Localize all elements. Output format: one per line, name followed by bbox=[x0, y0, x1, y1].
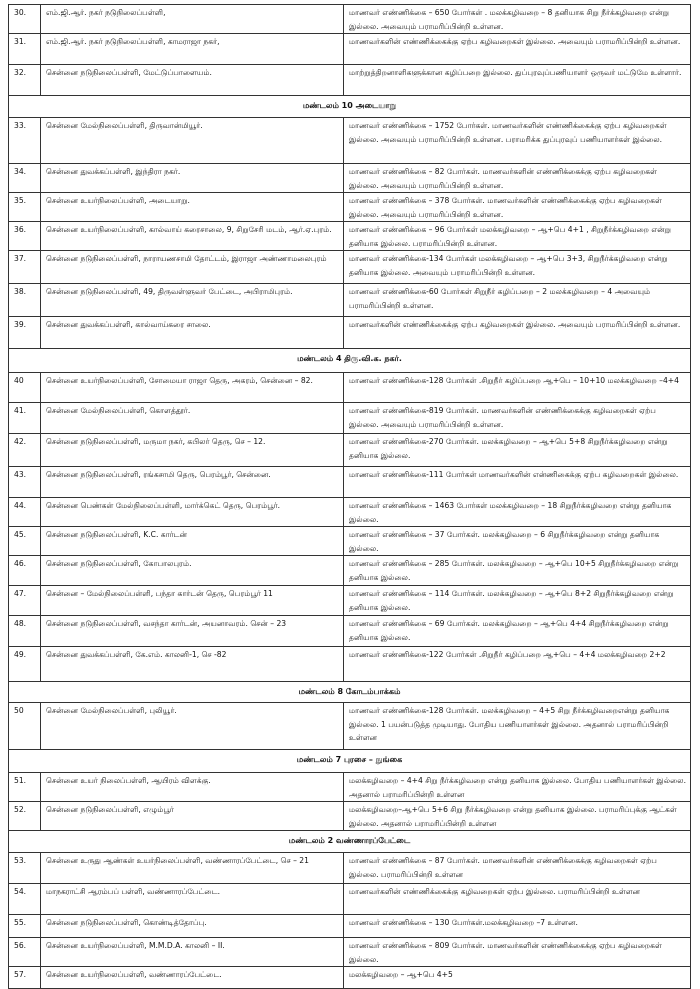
table-row bbox=[9, 616, 691, 647]
serial-number: 37. bbox=[9, 251, 41, 284]
table-row bbox=[9, 251, 691, 284]
table-row bbox=[9, 34, 691, 65]
table-row bbox=[9, 118, 691, 164]
school-name: சென்னை நடுநிலைப்பள்ளி, வசந்தா கார்டன், அயனாவரம். சென் – 23 bbox=[41, 616, 344, 647]
remarks: மாணவர்களின் எண்ணிக்கைக்கு கழிவறைகள் ஏற்ப இல்லை. பராமரிப்பின்றி உள்ளன bbox=[344, 884, 691, 915]
school-name: சென்னை நடுநிலைப்பள்ளி, மேட்டுப்பாளையம். bbox=[41, 65, 344, 96]
table-row bbox=[9, 164, 691, 193]
remarks: மாணவர் எண்ணிக்கை – 650 போர்கள் . மலக்கழிவறை – 8 தனியாக சிறு நீர்க்கழிவறை என்று இல்லை. அவையும் பராமரிப்பின்றி உள்ளன. bbox=[344, 5, 691, 34]
remarks: மாணவர் எண்ணிக்கை – 114 போர்கள். மலக்கழிவறை – ஆ+பெ 8+2 சிறுநீர்க்கழிவறை என்று தனியாக இல்லை. bbox=[344, 586, 691, 616]
serial-number: 32. bbox=[9, 65, 41, 96]
table-row bbox=[9, 773, 691, 802]
school-name: சென்னை துவக்கப்பள்ளி, இந்திரா நகர். bbox=[41, 164, 344, 193]
remarks: மாணவர் எண்ணிக்கை-122 போர்கள் .சிறுநீர் கழிப்பறை ஆ+பெ – 4+4 மலக்கழிவறை 2+2 bbox=[344, 647, 691, 682]
serial-number: 55. bbox=[9, 915, 41, 938]
serial-number: 50 bbox=[9, 703, 41, 750]
remarks: மாணவர்களின் எண்ணிக்கைக்கு ஏற்ப கழிவறைகள் இல்லை. அவையும் பராமரிப்பின்றி உள்ளன. bbox=[344, 34, 691, 65]
serial-number: 44. bbox=[9, 498, 41, 527]
remarks: மாணவர் எண்ணிக்கை-60 போர்கள் சிறுநீர் கழிப்பறை – 2 மலக்கழிவறை – 4 அவையும் பராமரிப்பின்றி உள்ளன. bbox=[344, 284, 691, 317]
table-row bbox=[9, 467, 691, 498]
serial-number: 46. bbox=[9, 556, 41, 586]
table-row bbox=[9, 403, 691, 434]
remarks: மாணவர் எண்ணிக்கை – 82 போர்கள். மாணவர்களின் எண்ணிக்கைக்கு ஏற்ப கழிவறைகள் இல்லை. அவையும் பராமரிப்பின்றி உள்ளன. bbox=[344, 164, 691, 193]
zone-header-row bbox=[9, 682, 691, 703]
remarks: மாணவர் எண்ணிக்கை – 130 போர்கள்.மலக்கழிவறை –7 உள்ளன. bbox=[344, 915, 691, 938]
school-name: சென்னை நடுநிலைப்பள்ளி, கோபாலபுரம். bbox=[41, 556, 344, 586]
remarks: மலக்கழிவறை – ஆ+பெ 4+5 bbox=[344, 967, 691, 989]
school-name: சென்னை துவக்கப்பள்ளி, கால்வாய்கரை சாலை. bbox=[41, 317, 344, 349]
zone-header-row bbox=[9, 349, 691, 373]
school-name: சென்னை நடுநிலைப்பள்ளி, 49, திருவள்ளுவர் பேட்டை, அபிராமிபுரம். bbox=[41, 284, 344, 317]
serial-number: 41. bbox=[9, 403, 41, 434]
serial-number: 38. bbox=[9, 284, 41, 317]
table-body bbox=[9, 5, 691, 989]
school-name: சென்னை நடுநிலைப்பள்ளி, எழும்பூர் bbox=[41, 802, 344, 831]
zone-title: மண்டலம் 8 கோடம்பாக்கம் bbox=[9, 682, 691, 703]
remarks: மாணவர் எண்ணிக்கை-111 போர்கள் மாணவர்களின் என்ணிகைக்கு ஏற்ப கழிவறைகள் இல்லை. bbox=[344, 467, 691, 498]
schools-toilet-survey-table bbox=[8, 4, 691, 989]
serial-number: 49. bbox=[9, 647, 41, 682]
school-name: சென்னை நடுநிலைப்பள்ளி, மருமா நகர், கபிலர் தெரு, செ – 12. bbox=[41, 434, 344, 467]
remarks: மாணவர் எண்ணிக்கை-270 போர்கள். மலக்கழிவறை – ஆ+பெ 5+8 சிறுநீர்க்கழிவறை என்று தனியாக இல்லை. bbox=[344, 434, 691, 467]
table-row bbox=[9, 967, 691, 989]
zone-title: மண்டலம் 7 புரசை – நுங்கை bbox=[9, 750, 691, 773]
school-name: சென்னை உயர் நிலைப்பள்ளி, ஆயிரம் விளக்கு. bbox=[41, 773, 344, 802]
serial-number: 56. bbox=[9, 938, 41, 967]
school-name: சென்னை மேல்நிலைப்பள்ளி, புலியூர். bbox=[41, 703, 344, 750]
remarks: மாணவர் எண்ணிக்கை-134 போர்கள் மலக்கழிவறை – ஆ+பெ 3+3, சிறுநீர்க்கழிவறை என்று தனியாக இல்லை. அவையும் பராமரிப்பின்றி உள்ளன. bbox=[344, 251, 691, 284]
table-row bbox=[9, 853, 691, 884]
table-row bbox=[9, 65, 691, 96]
serial-number: 43. bbox=[9, 467, 41, 498]
serial-number: 34. bbox=[9, 164, 41, 193]
zone-header-row bbox=[9, 831, 691, 853]
serial-number: 47. bbox=[9, 586, 41, 616]
school-name: சென்னை பெண்கள் மேல்நிலைப்பள்ளி, மார்க்கெட் தெரு, பெரம்பூர். bbox=[41, 498, 344, 527]
remarks: மலக்கழிவறை – 4+4 சிறு நீர்க்கழிவறை என்று தனியாக இல்லை. போதிய பணியாளர்கள் இல்லை. அதனால் பராமரிப்பின்றி உள்ளன bbox=[344, 773, 691, 802]
zone-header-row bbox=[9, 750, 691, 773]
table-row bbox=[9, 647, 691, 682]
table-row bbox=[9, 527, 691, 556]
serial-number: 45. bbox=[9, 527, 41, 556]
school-name: சென்னை நடுநிலைப்பள்ளி, ரங்கசாமி தெரு, பெரம்பூர், சென்னை. bbox=[41, 467, 344, 498]
table-row bbox=[9, 498, 691, 527]
table-row bbox=[9, 703, 691, 750]
serial-number: 42. bbox=[9, 434, 41, 467]
school-name: சென்னை – மேல்நிலைப்பள்ளி, பந்தா கார்டன் தெரு, பெரம்பூர் 11 bbox=[41, 586, 344, 616]
table-row bbox=[9, 373, 691, 403]
table-row bbox=[9, 884, 691, 915]
school-name: சென்னை உருது ஆண்கள் உயர்நிலைப்பள்ளி, வண்ணாரப்பேட்டை, செ – 21 bbox=[41, 853, 344, 884]
table-row bbox=[9, 193, 691, 222]
serial-number: 57. bbox=[9, 967, 41, 989]
table-row bbox=[9, 222, 691, 251]
zone-title: மண்டலம் 2 வண்ணாரப்பேட்டை bbox=[9, 831, 691, 853]
remarks: மாணவர்களின் எண்ணிக்கைக்கு ஏற்ப கழிவறைகள் இல்லை. அவையும் பராமரிப்பின்றி உள்ளன. bbox=[344, 317, 691, 349]
school-name: எம்.ஜி.ஆர். நகர் நடுநிலைப்பள்ளி, காமராஜா நகர், bbox=[41, 34, 344, 65]
school-name: சென்னை உயர்நிலைப்பள்ளி, வண்ணாரப்பேட்டை. bbox=[41, 967, 344, 989]
table-row bbox=[9, 284, 691, 317]
remarks: மாற்றுத்திறனாளிகளுக்கான கழிப்பறை இல்லை. துப்புரவுப்பணியாளர் ஒருவர் மட்டுமே உள்ளார். bbox=[344, 65, 691, 96]
school-name: சென்னை நடுநிலைப்பள்ளி, K.C. கார்டன் bbox=[41, 527, 344, 556]
table-row bbox=[9, 5, 691, 34]
table-row bbox=[9, 802, 691, 831]
serial-number: 40 bbox=[9, 373, 41, 403]
remarks: மாணவர் எண்ணிக்கை – 69 போர்கள். மலக்கழிவறை – ஆ+பெ 4+4 சிறுநீர்க்கழிவறை என்று தனியாக இல்லை. bbox=[344, 616, 691, 647]
table-row bbox=[9, 938, 691, 967]
serial-number: 31. bbox=[9, 34, 41, 65]
zone-title: மண்டலம் 4 திரு.வி.க. நகர். bbox=[9, 349, 691, 373]
school-name: சென்னை நடுநிலைப்பள்ளி, நாராயணசாமி தோட்டம், இராஜா அண்ணாமலைபுரம் bbox=[41, 251, 344, 284]
serial-number: 30. bbox=[9, 5, 41, 34]
zone-header-row bbox=[9, 96, 691, 118]
remarks: மாணவர் எண்ணிக்கை – 87 போர்கள். மாணவர்களின் எண்ணிக்கைக்கு கழிவறைகள் ஏற்ப இல்லை. பராமரிப்பின்றி உள்ளன bbox=[344, 853, 691, 884]
remarks: மாணவர் எண்ணிக்கை – 1463 போர்கள் மலக்கழிவறை – 18 சிறுநீர்க்கழிவறை என்று தனியாக இல்லை. bbox=[344, 498, 691, 527]
remarks: மாணவர் எண்ணிக்கை-128 போர்கள் .சிறுநீர் கழிப்பறை ஆ+பெ – 10+10 மலக்கழிவறை –4+4 bbox=[344, 373, 691, 403]
school-name: சென்னை மேல்நிலைப்பள்ளி, திருவான்மியூர். bbox=[41, 118, 344, 164]
remarks: மாணவர் எண்ணிக்கை – 96 போர்கள் மலக்கழிவறை – ஆ+பெ 4+1 , சிறுநீர்க்கழிவறை என்று தனியாக இல்லை. பராமரிப்பின்றி உள்ளன. bbox=[344, 222, 691, 251]
table-row bbox=[9, 915, 691, 938]
school-name: சென்னை உயர்நிலைப்பள்ளி, சோமையா ராஜா தெரு, அகரம், சென்னை – 82. bbox=[41, 373, 344, 403]
table-row bbox=[9, 434, 691, 467]
remarks: மாணவர் எண்ணிக்கை-819 போர்கள். மாணவர்களின் எண்ணிக்கைக்கு கழிவறைகள் ஏற்ப இல்லை. அவையும் பராமரிப்பின்றி உள்ளன. bbox=[344, 403, 691, 434]
serial-number: 54. bbox=[9, 884, 41, 915]
serial-number: 53. bbox=[9, 853, 41, 884]
remarks: மாணவர் எண்ணிக்கை – 37 போர்கள். மலக்கழிவறை – 6 சிறுநீர்க்கழிவறை என்று தனியாக இல்லை. bbox=[344, 527, 691, 556]
table-row bbox=[9, 556, 691, 586]
zone-title: மண்டலம் 10 அடையாறு bbox=[9, 96, 691, 118]
serial-number: 48. bbox=[9, 616, 41, 647]
serial-number: 52. bbox=[9, 802, 41, 831]
remarks: மாணவர் எண்ணிக்கை-128 போர்கள். மலக்கழிவறை – 4+5 சிறு நீர்க்கழிவறைஎன்று தனியாக இல்லை. 1 பயன்படுத்த முடியாது. போதிய பணியாளர்கள் இல்லை. அதனால் பராமரிப்பின்றி உள்ளன bbox=[344, 703, 691, 750]
school-name: சென்னை உயர்நிலைப்பள்ளி, கால்வாய் கரைசாலை, 9, சிறுசேரி மடம், ஆர்.ஏ.புரம். bbox=[41, 222, 344, 251]
remarks: மாணவர் எண்ணிக்கை – 1752 போர்கள். மாணவர்களின் எண்ணிக்கைக்கு ஏற்ப கழிவறைகள் இல்லை. அவையும் பராமரிப்பின்றி உள்ளன. பராமரிக்க துப்புரவுப் பணியாளர்கள் இல்லை. bbox=[344, 118, 691, 164]
remarks: மலக்கழிவறை–ஆ+பெ 5+6 சிறு நீர்க்கழிவறை என்று தனியாக இல்லை. பராமரிப்புக்கு ஆட்கள் இல்லை. அதனால் பராமரிப்பின்றி உள்ளன bbox=[344, 802, 691, 831]
school-name: மாநகராட்சி ஆரம்பப் பள்ளி, வண்ணாரப்பேட்டை. bbox=[41, 884, 344, 915]
school-name: சென்னை நடுநிலைப்பள்ளி, கொண்டித்தோப்பு. bbox=[41, 915, 344, 938]
school-name: சென்னை உயர்நிலைப்பள்ளி, அடையாறு. bbox=[41, 193, 344, 222]
school-name: சென்னை மேல்நிலைப்பள்ளி, கொளத்தூர். bbox=[41, 403, 344, 434]
table-row bbox=[9, 586, 691, 616]
remarks: மாணவர் எண்ணிக்கை – 378 போர்கள். மாணவர்களின் எண்ணிக்கைக்கு ஏற்ப கழிவறைகள் இல்லை. அவையும் பராமரிப்பின்றி உள்ளன. bbox=[344, 193, 691, 222]
school-name: சென்னை உயர்நிலைப்பள்ளி, M.M.D.A. காலனி – II. bbox=[41, 938, 344, 967]
school-name: சென்னை துவக்கப்பள்ளி, கே.எம். காலனி-1, செ -82 bbox=[41, 647, 344, 682]
serial-number: 33. bbox=[9, 118, 41, 164]
serial-number: 51. bbox=[9, 773, 41, 802]
serial-number: 36. bbox=[9, 222, 41, 251]
serial-number: 35. bbox=[9, 193, 41, 222]
remarks: மாணவர் எண்ணிக்கை – 285 போர்கள். மலக்கழிவறை – ஆ+பெ 10+5 சிறுநீர்க்கழிவறை என்று தனியாக இல்லை. bbox=[344, 556, 691, 586]
table-row bbox=[9, 317, 691, 349]
serial-number: 39. bbox=[9, 317, 41, 349]
remarks: மாணவர் எண்ணிக்கை – 809 போர்கள். மாணவர்களின் எண்ணிக்கைக்கு ஏற்ப கழிவறைகள் இல்லை. bbox=[344, 938, 691, 967]
school-name: எம்.ஜி.ஆர். நகர் நடுநிலைப்பள்ளி, bbox=[41, 5, 344, 34]
